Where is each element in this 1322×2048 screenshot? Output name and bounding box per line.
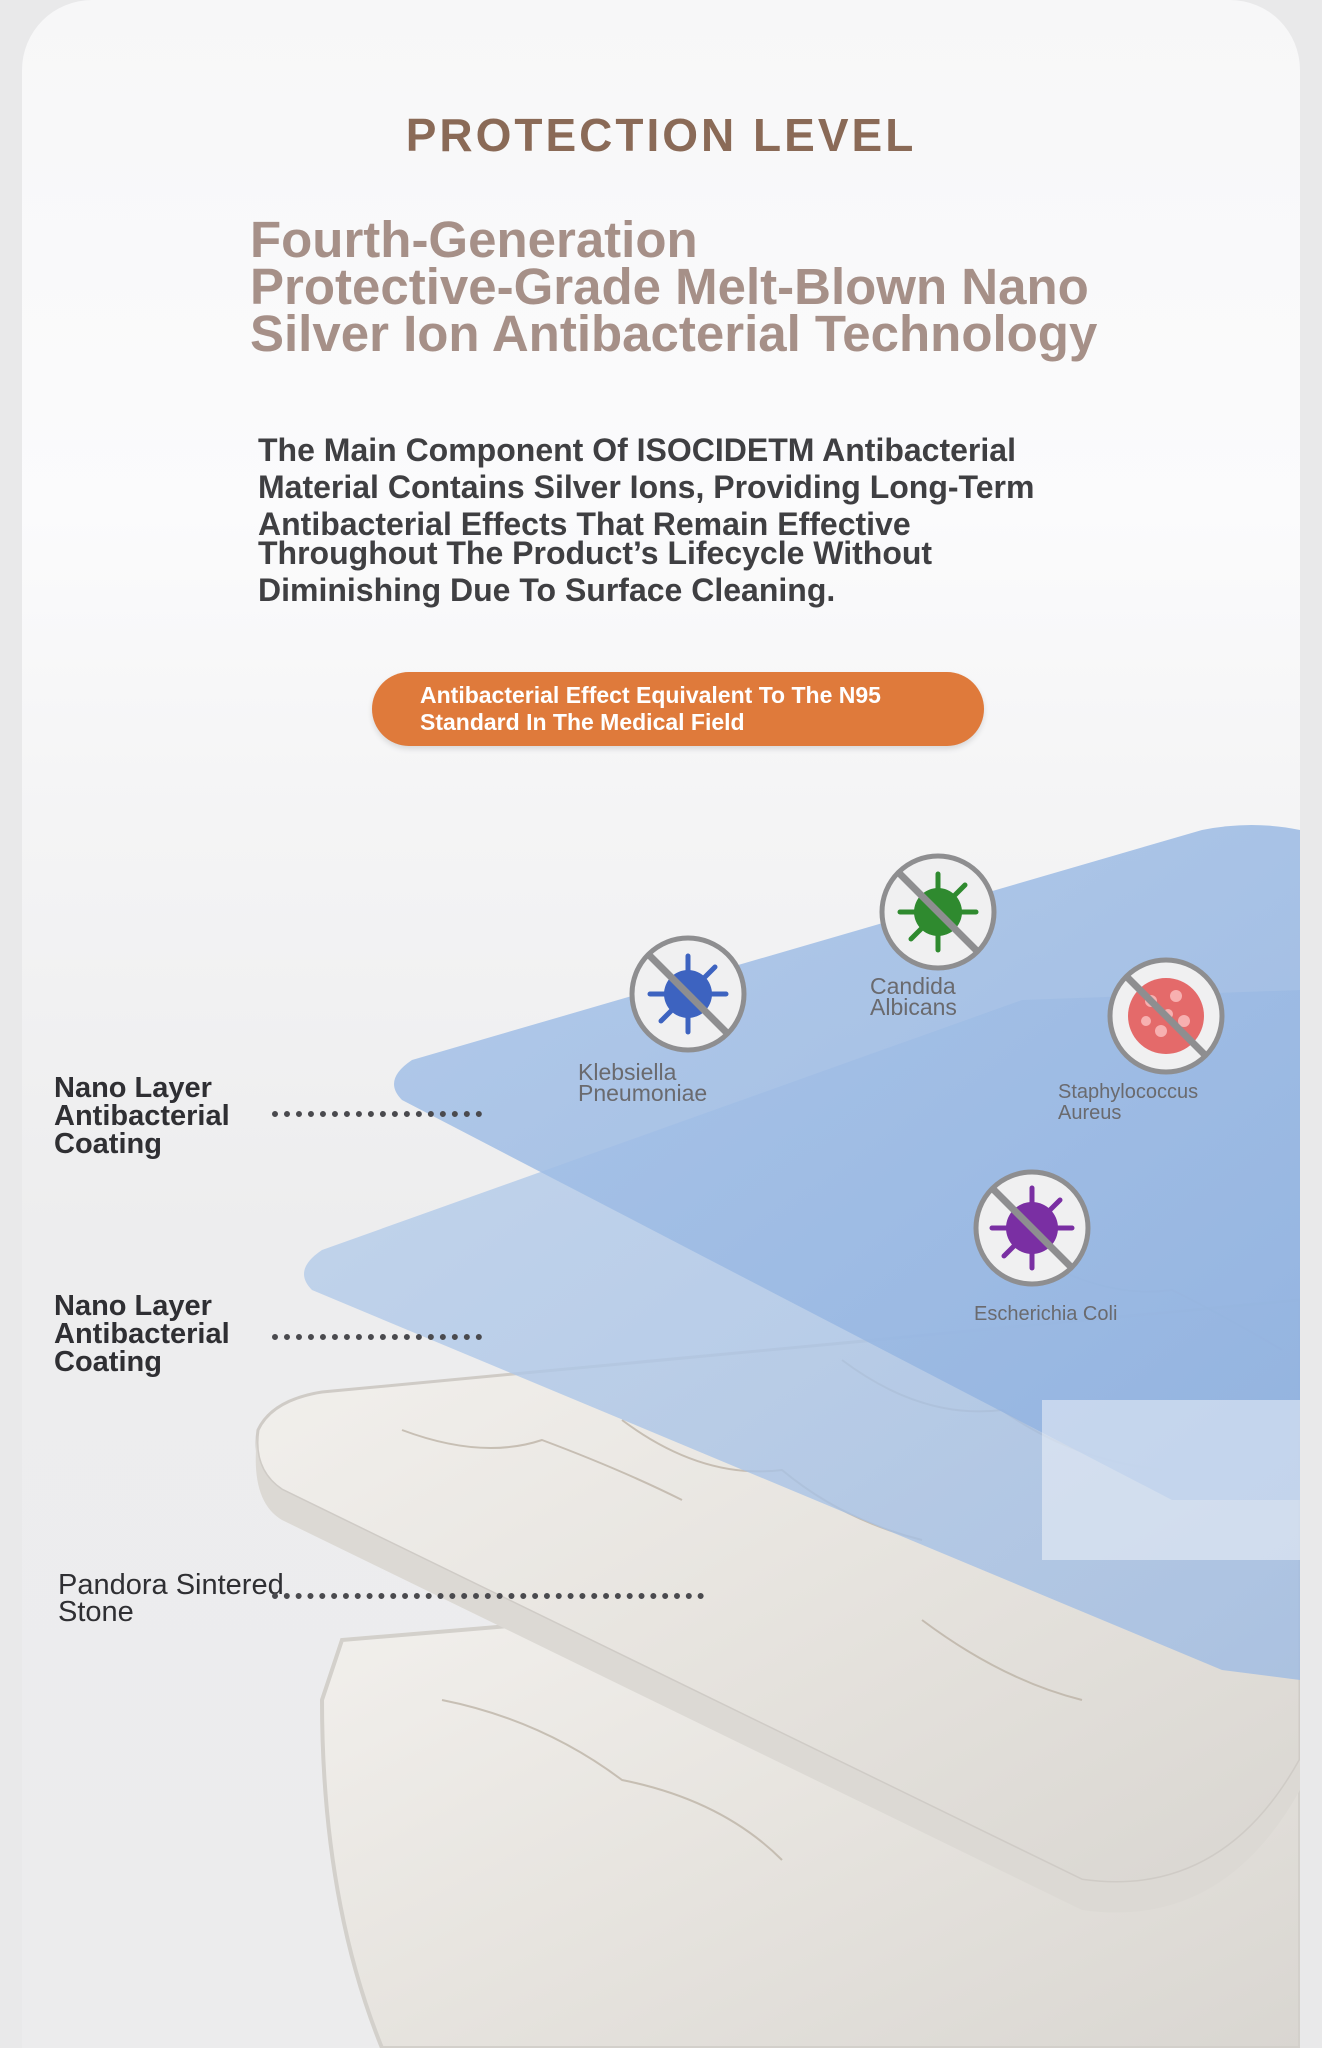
description-line-2: Material Contains Silver Ions, Providing Long-Term (258, 469, 1035, 505)
description-line-1: The Main Component Of ISOCIDETM Antibacterial (258, 432, 1016, 468)
headline-line-1: Fourth-Generation (250, 211, 698, 268)
stone-layer-label: Pandora Sintered Stone (58, 1569, 284, 1628)
blue-virus-crossed-icon (628, 934, 748, 1054)
description (258, 432, 1138, 609)
headline-line-3: Silver Ion Antibacterial Technology (250, 305, 1098, 362)
staphylococcus-label: Staphylococcus Aureus (1058, 1081, 1199, 1124)
layer-label-upper: Nano Layer Antibacterial Coating (54, 1072, 230, 1160)
description-line-5: Diminishing Due To Surface Cleaning. (258, 572, 836, 608)
green-virus-crossed-icon (878, 852, 998, 972)
upper-layer-leader-line (272, 1111, 482, 1117)
red-virus-crossed-icon (1106, 956, 1226, 1076)
stone-leader-line (272, 1593, 704, 1599)
purple-virus-crossed-icon (972, 1168, 1092, 1288)
headline (250, 211, 1150, 362)
product-card (22, 0, 1300, 2048)
klebsiella-label: Klebsiella Pneumoniae (578, 1059, 708, 1106)
escherichia-label: Escherichia Coli (974, 1303, 1118, 1325)
badge-line-2: Standard In The Medical Field (420, 709, 745, 735)
candida-label: Candida Albicans (870, 973, 957, 1020)
n95-badge (372, 672, 984, 746)
badge-line-1: Antibacterial Effect Equivalent To The N95 (420, 682, 881, 708)
lower-layer-leader-line (272, 1334, 482, 1340)
description-line-4: Throughout The Product’s Lifecycle Without (258, 535, 933, 571)
headline-line-2: Protective-Grade Melt-Blown Nano (250, 258, 1089, 315)
layer-label-lower: Nano Layer Antibacterial Coating (54, 1290, 230, 1378)
section-title: PROTECTION LEVEL (405, 109, 917, 161)
description-line-3: Antibacterial Effects That Remain Effective (258, 506, 911, 542)
